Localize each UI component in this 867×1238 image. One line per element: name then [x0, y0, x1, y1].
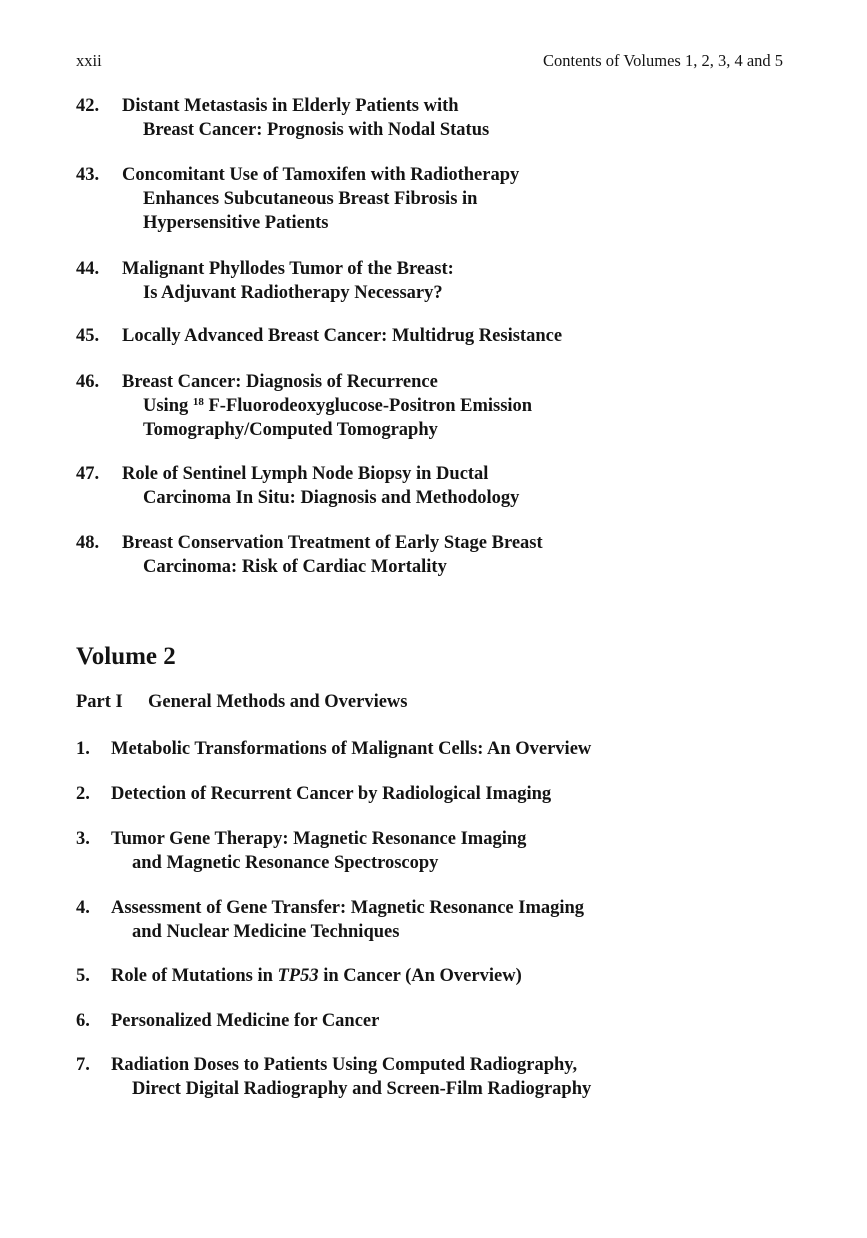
entry-title-line: Breast Conservation Treatment of Early Stage Breast — [122, 533, 543, 553]
entry-title-line: Assessment of Gene Transfer: Magnetic Resonance Imaging — [111, 898, 585, 918]
entry-number: 42. — [76, 96, 100, 116]
entry-title-line: Enhances Subcutaneous Breast Fibrosis in — [143, 189, 478, 209]
entry-title-line: Breast Cancer: Prognosis with Nodal Status — [143, 120, 490, 140]
entry-title-line: Radiation Doses to Patients Using Computed Radiography, — [111, 1055, 578, 1075]
entry-title-line: Malignant Phyllodes Tumor of the Breast: — [122, 259, 454, 279]
entry-number: 1. — [76, 739, 90, 759]
entry-title-text: in Cancer (An Overview) — [318, 966, 522, 986]
page-number: xxii — [76, 51, 102, 70]
toc-entry-v2-2 — [76, 782, 551, 806]
toc-entry-v2-7 — [76, 1053, 591, 1101]
entry-title-text: F-Fluorodeoxyglucose-Positron Emission — [203, 396, 533, 416]
part-label: Part I — [76, 692, 123, 712]
entry-title-line: Detection of Recurrent Cancer by Radiological Imaging — [111, 784, 552, 804]
part-heading — [76, 692, 408, 713]
entry-title-line: Personalized Medicine for Cancer — [111, 1011, 380, 1031]
entry-number: 3. — [76, 829, 90, 849]
entry-number: 7. — [76, 1055, 90, 1075]
entry-title-line: Metabolic Transformations of Malignant Cells: An Overview — [111, 739, 592, 759]
entry-title-line: Locally Advanced Breast Cancer: Multidrug Resistance — [122, 326, 563, 346]
toc-entry-v2-5 — [76, 964, 522, 988]
entry-number: 5. — [76, 966, 90, 986]
entry-title-line: Concomitant Use of Tamoxifen with Radiotherapy — [122, 165, 520, 185]
entry-number: 6. — [76, 1011, 90, 1031]
toc-entry-47 — [76, 462, 519, 510]
entry-title-text: Using — [143, 396, 193, 416]
entry-title-line: Distant Metastasis in Elderly Patients with — [122, 96, 459, 116]
entry-number: 44. — [76, 259, 100, 279]
entry-title-line: Tomography/Computed Tomography — [143, 420, 438, 440]
toc-entry-v2-6 — [76, 1009, 379, 1033]
entry-title-text: Role of Mutations in — [111, 966, 278, 986]
gene-name: TP53 — [277, 966, 319, 986]
entry-number: 47. — [76, 464, 100, 484]
volume-heading: Volume 2 — [76, 643, 176, 670]
toc-entry-48 — [76, 531, 543, 579]
entry-number: 46. — [76, 372, 100, 392]
entry-number: 45. — [76, 326, 100, 346]
part-title: General Methods and Overviews — [148, 692, 408, 712]
toc-entry-45 — [76, 324, 562, 348]
entry-number: 43. — [76, 165, 100, 185]
toc-entry-43 — [76, 163, 519, 235]
toc-entry-v2-3 — [76, 827, 526, 875]
toc-entry-v2-1 — [76, 737, 591, 761]
entry-number: 48. — [76, 533, 100, 553]
entry-title-line: Hypersensitive Patients — [143, 213, 329, 233]
entry-title-line: Is Adjuvant Radiotherapy Necessary? — [143, 283, 443, 303]
entry-title-line: Carcinoma In Situ: Diagnosis and Methodology — [143, 488, 520, 508]
toc-entry-46 — [76, 370, 532, 442]
entry-title-line — [76, 394, 532, 418]
isotope-superscript: 18 — [192, 396, 204, 408]
entry-number: 4. — [76, 898, 90, 918]
entry-title-line — [76, 964, 522, 988]
entry-title-line: Breast Cancer: Diagnosis of Recurrence — [122, 372, 438, 392]
entry-title-line: Direct Digital Radiography and Screen-Film Radiography — [132, 1079, 592, 1099]
entry-title-line: and Nuclear Medicine Techniques — [132, 922, 400, 942]
entry-title-line: Role of Sentinel Lymph Node Biopsy in Ductal — [122, 464, 489, 484]
entry-title-line: Tumor Gene Therapy: Magnetic Resonance Imaging — [111, 829, 527, 849]
entry-number: 2. — [76, 784, 90, 804]
entry-title-line: and Magnetic Resonance Spectroscopy — [132, 853, 439, 873]
running-title: Contents of Volumes 1, 2, 3, 4 and 5 — [543, 51, 784, 70]
toc-entry-44 — [76, 257, 454, 305]
entry-title-line: Carcinoma: Risk of Cardiac Mortality — [143, 557, 447, 577]
toc-entry-42 — [76, 94, 489, 142]
toc-entry-v2-4 — [76, 896, 584, 944]
